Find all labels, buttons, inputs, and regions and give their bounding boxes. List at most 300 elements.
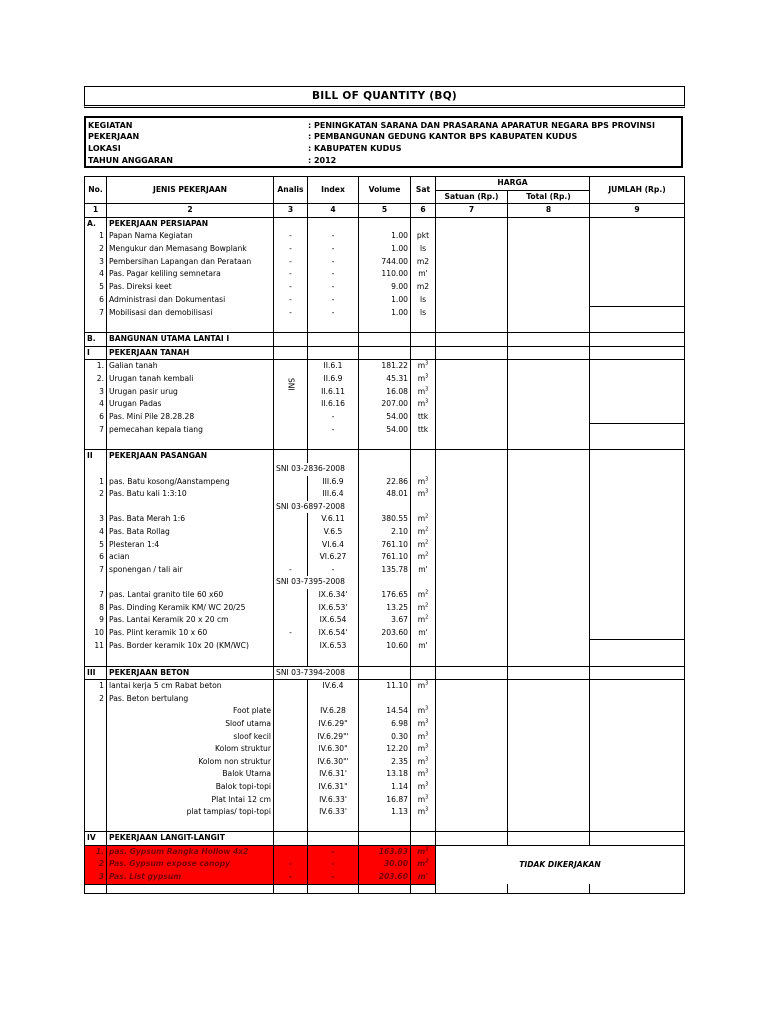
item-no: 7 (85, 589, 107, 602)
item-volume: 761.10 (359, 539, 411, 552)
unit-cell (411, 360, 436, 373)
section-title: BANGUNAN UTAMA LANTAI I (107, 333, 274, 347)
unit-exponent: 3 (425, 476, 429, 483)
item-name: Sloof utama (107, 718, 274, 731)
item-index: - (308, 871, 359, 884)
unit-exponent: 3 (425, 385, 429, 392)
info-value-tahun: : 2012 (308, 156, 337, 165)
item-volume: 14.54 (359, 705, 411, 718)
item-name: Balok Utama (107, 768, 274, 781)
info-label-pekerjaan: PEKERJAAN (88, 132, 140, 141)
unit-cell (411, 526, 436, 539)
unit-text: m (417, 527, 426, 537)
item-name: Pas. Plint keramik 10 x 60 (107, 627, 274, 640)
item-index: III.6.4 (308, 488, 359, 501)
unit-exponent: 3 (425, 781, 429, 788)
item-name: Balok topi-topi (107, 781, 274, 794)
unit-text: m (417, 514, 426, 524)
table-row (85, 794, 685, 807)
table-row (85, 756, 685, 769)
unit-exponent: 2 (425, 602, 429, 609)
unit-text: m' (417, 872, 429, 882)
table-row (85, 230, 685, 243)
colnum: 6 (411, 204, 436, 218)
unit-cell (411, 564, 436, 577)
unit-text: m (417, 602, 426, 612)
unit-text: m (417, 361, 426, 371)
item-index (308, 693, 359, 706)
unit-cell (411, 693, 436, 706)
unit-text: m (417, 731, 426, 741)
item-index: IX.6.54' (308, 627, 359, 640)
table-row (85, 693, 685, 706)
item-name: Pas. Batu kali 1:3:10 (107, 488, 274, 501)
item-volume: 2.10 (359, 526, 411, 539)
item-name: Pas. List gypsum (107, 871, 274, 884)
item-analis (274, 539, 308, 552)
unit-cell (411, 705, 436, 718)
unit-cell (411, 488, 436, 501)
unit-text: m (417, 756, 426, 766)
section-title: PEKERJAAN TANAH (107, 346, 274, 360)
header-volume: Volume (359, 177, 411, 204)
item-vol: 203.60 (359, 871, 411, 884)
unit-exponent: 3 (425, 360, 429, 367)
item-no: 6 (85, 293, 107, 306)
item-index: IX.6.53' (308, 602, 359, 615)
item-analis: - (274, 858, 308, 871)
unit-exponent: 2 (425, 846, 429, 853)
unit-cell (411, 398, 436, 411)
unit-cell: ls (411, 243, 436, 256)
unit-exponent: 2 (425, 513, 429, 520)
item-analis: - (274, 256, 308, 269)
item-volume: 13.18 (359, 768, 411, 781)
unit-exponent: 3 (425, 398, 429, 405)
item-name: sponengan / tali air (107, 564, 274, 577)
unit-exponent: 3 (425, 768, 429, 775)
header-satuan: Satuan (Rp.) (436, 190, 508, 204)
item-index: - (308, 411, 359, 424)
table-row (85, 806, 685, 819)
unit-text: m (417, 373, 426, 383)
unit-text: m (417, 769, 426, 779)
item-name: Administrasi dan Dokumentasi (107, 293, 274, 306)
unit-cell (411, 858, 436, 871)
table-row (85, 832, 685, 846)
item-volume: 16.87 (359, 794, 411, 807)
item-volume: 54.00 (359, 424, 411, 437)
unit-text: m (417, 706, 426, 716)
item-volume: 6.98 (359, 718, 411, 731)
item-index: IV.6.33' (308, 806, 359, 819)
header-total: Total (Rp.) (508, 190, 590, 204)
colnum: 5 (359, 204, 411, 218)
item-name: Urugan tanah kembali (107, 373, 274, 386)
item-volume: 1.00 (359, 306, 411, 319)
unit-exponent: 2 (425, 614, 429, 621)
unit-exponent: 3 (425, 793, 429, 800)
unit-exponent: 2 (425, 858, 429, 865)
unit-text: m (417, 718, 426, 728)
info-value-pekerjaan: : PEMBANGUNAN GEDUNG KANTOR BPS KABUPATEN KUDUS (308, 132, 578, 141)
item-volume: 16.08 (359, 386, 411, 399)
item-no: 10 (85, 627, 107, 640)
header-jumlah: JUMLAH (Rp.) (590, 177, 685, 204)
unit-cell (411, 627, 436, 640)
not-executed-note: TIDAK DIKERJAKAN (436, 845, 685, 884)
item-volume: 380.55 (359, 513, 411, 526)
unit-cell (411, 680, 436, 693)
section-no: A. (85, 217, 107, 230)
header-harga: HARGA (436, 177, 590, 191)
section-no: II (85, 450, 107, 463)
item-no: 1 (85, 680, 107, 693)
table-row (85, 653, 685, 666)
item-name: Urugan Padas (107, 398, 274, 411)
colnum: 3 (274, 204, 308, 218)
item-name: pemecahan kepala tiang (107, 424, 274, 437)
unit-cell (411, 602, 436, 615)
item-index: IV.6.29"' (308, 731, 359, 744)
section-no: B. (85, 333, 107, 347)
item-name: Pas. Bata Merah 1:6 (107, 513, 274, 526)
table-row (85, 386, 685, 399)
unit-text: m (417, 399, 426, 409)
unit-text: m (417, 489, 426, 499)
item-name: Kolom struktur (107, 743, 274, 756)
item-analis: - (274, 230, 308, 243)
item-volume: 13.25 (359, 602, 411, 615)
section-no: IV (85, 832, 107, 846)
unit-cell (411, 373, 436, 386)
item-volume: 1.00 (359, 230, 411, 243)
table-row (85, 217, 685, 230)
table-row (85, 243, 685, 256)
item-no: 7 (85, 306, 107, 319)
item-name: lantai kerja 5 cm Rabat beton (107, 680, 274, 693)
unit-cell: ls (411, 293, 436, 306)
item-index: II.6.1 (308, 360, 359, 373)
item-name: Pas. Lantai Keramik 20 x 20 cm (107, 614, 274, 627)
item-index: V.6.11 (308, 513, 359, 526)
item-index: - (308, 256, 359, 269)
unit-text: m' (418, 641, 428, 651)
unit-exponent: 3 (425, 743, 429, 750)
header-index: Index (308, 177, 359, 204)
unit-cell (411, 640, 436, 653)
item-vol: 163.83 (359, 845, 411, 858)
item-analis (274, 640, 308, 653)
item-index: VI.6.27 (308, 551, 359, 564)
unit-text: m (417, 846, 426, 856)
colnum: 9 (590, 204, 685, 218)
item-volume: 135.78 (359, 564, 411, 577)
item-index: IV.6.30"' (308, 756, 359, 769)
unit-cell (411, 386, 436, 399)
item-index: IV.6.31" (308, 781, 359, 794)
item-name: Plesteran 1:4 (107, 539, 274, 552)
colnum: 8 (508, 204, 590, 218)
item-no: 7 (85, 564, 107, 577)
table-row (85, 476, 685, 489)
unit-text: m (417, 590, 426, 599)
item-index: - (308, 424, 359, 437)
item-index: - (308, 306, 359, 319)
item-analis (274, 602, 308, 615)
table-row (85, 640, 685, 653)
item-index: VI.6.4 (308, 539, 359, 552)
unit-cell (411, 768, 436, 781)
item-name: Pas. Gypsum expose canopy (107, 858, 274, 871)
item-name: Pembersihan Lapangan dan Perataan (107, 256, 274, 269)
item-index: IV.6.29" (308, 718, 359, 731)
item-name: Mengukur dan Memasang Bowplank (107, 243, 274, 256)
item-no: 1. (85, 845, 107, 858)
sni-vertical-label (274, 360, 308, 437)
item-volume: 1.00 (359, 293, 411, 306)
item-no: 4 (85, 526, 107, 539)
unit-cell (411, 589, 436, 602)
item-name: Urugan pasir urug (107, 386, 274, 399)
table-row (85, 333, 685, 347)
item-no: 1 (85, 230, 107, 243)
unit-cell (411, 806, 436, 819)
table-row (85, 819, 685, 832)
table-row (85, 450, 685, 463)
table-row (85, 488, 685, 501)
item-no: 2 (85, 488, 107, 501)
item-no: 7 (85, 424, 107, 437)
item-volume: 11.10 (359, 680, 411, 693)
item-index: IX.6.34' (308, 589, 359, 602)
unit-exponent: 2 (425, 589, 429, 596)
item-volume (359, 693, 411, 706)
item-no: 1. (85, 360, 107, 373)
unit-exponent: 3 (425, 373, 429, 380)
item-no: 1 (85, 476, 107, 489)
item-volume: 207.00 (359, 398, 411, 411)
sni-label: SNI 03-7394-2008 (274, 666, 359, 680)
item-volume: 0.30 (359, 731, 411, 744)
colnum: 4 (308, 204, 359, 218)
item-analis (274, 526, 308, 539)
item-name: Mobilisasi dan demobilisasi (107, 306, 274, 319)
unit-cell (411, 756, 436, 769)
sni-vertical-text: SNI (286, 378, 296, 391)
colnum: 7 (436, 204, 508, 218)
table-row (85, 513, 685, 526)
table-row (85, 268, 685, 281)
unit-cell (411, 845, 436, 858)
table-row (85, 680, 685, 693)
table-row (85, 281, 685, 294)
table-row (85, 884, 685, 893)
item-name: Papan Nama Kegiatan (107, 230, 274, 243)
item-analis: - (274, 243, 308, 256)
table-row (85, 424, 685, 437)
item-no: 2 (85, 243, 107, 256)
table-row (85, 564, 685, 577)
header-sat: Sat (411, 177, 436, 204)
table-row (85, 360, 685, 373)
unit-cell (411, 743, 436, 756)
item-index: - (308, 293, 359, 306)
item-name: Pas. Border keramik 10x 20 (KM/WC) (107, 640, 274, 653)
item-analis (274, 845, 308, 858)
unit-cell: m2 (411, 256, 436, 269)
item-volume: 744.00 (359, 256, 411, 269)
item-volume: 176.65 (359, 589, 411, 602)
item-vol: 30.00 (359, 858, 411, 871)
table-row (85, 320, 685, 333)
item-analis (274, 513, 308, 526)
section-title: PEKERJAAN PERSIAPAN (107, 217, 274, 230)
unit-exponent: 3 (425, 731, 429, 737)
item-no: 6 (85, 411, 107, 424)
info-value-kegiatan: : PENINGKATAN SARANA DAN PRASARANA APARATUR NEGARA BPS PROVINSI (308, 121, 655, 130)
unit-cell (411, 539, 436, 552)
item-volume: 3.67 (359, 614, 411, 627)
project-info-box (84, 116, 683, 168)
item-analis: - (274, 871, 308, 884)
header-jenis: JENIS PEKERJAAN (107, 177, 274, 204)
item-analis: - (274, 564, 308, 577)
info-label-kegiatan: KEGIATAN (88, 121, 133, 130)
item-name: Pas. Pagar keliling semnetara (107, 268, 274, 281)
item-index: V.6.5 (308, 526, 359, 539)
item-name: plat tampias/ topi-topi (107, 806, 274, 819)
table-row (85, 346, 685, 360)
unit-exponent: 3 (425, 756, 429, 763)
item-analis (274, 589, 308, 602)
item-index: - (308, 230, 359, 243)
table-row (85, 526, 685, 539)
item-volume: 110.00 (359, 268, 411, 281)
item-index: - (308, 243, 359, 256)
table-row (85, 718, 685, 731)
bq-table (84, 176, 685, 894)
item-analis: - (274, 268, 308, 281)
unit-cell (411, 424, 436, 437)
unit-cell (411, 794, 436, 807)
header-analis: Analis (274, 177, 308, 204)
item-index: IV.6.31' (308, 768, 359, 781)
item-analis: - (274, 281, 308, 294)
unit-exponent: 3 (425, 680, 429, 687)
table-row (85, 501, 685, 514)
unit-text: m (417, 615, 426, 625)
item-name: Pas. Direksi keet (107, 281, 274, 294)
unit-cell: m' (411, 268, 436, 281)
item-index: IV.6.33' (308, 794, 359, 807)
section-title: PEKERJAAN BETON (107, 666, 274, 680)
item-volume: 181.22 (359, 360, 411, 373)
unit-text: m (417, 794, 426, 804)
section-no: III (85, 666, 107, 680)
unit-text: m (417, 476, 426, 486)
item-name: sloof kecil (107, 731, 274, 744)
table-row (85, 781, 685, 794)
section-no: I (85, 346, 107, 360)
unit-cell (411, 411, 436, 424)
item-volume: 203.60 (359, 627, 411, 640)
unit-cell (411, 551, 436, 564)
unit-exponent: 3 (425, 806, 429, 813)
item-index: IX.6.54 (308, 614, 359, 627)
section-title: PEKERJAAN LANGIT-LANGIT (107, 832, 274, 846)
unit-text: m (417, 744, 426, 754)
table-row (85, 463, 685, 476)
unit-cell: pkt (411, 230, 436, 243)
item-index: II.6.11 (308, 386, 359, 399)
item-analis (274, 614, 308, 627)
item-name: Pas. Bata Rollag (107, 526, 274, 539)
item-volume: 54.00 (359, 411, 411, 424)
item-volume: 48.01 (359, 488, 411, 501)
item-analis (274, 551, 308, 564)
table-row (85, 306, 685, 319)
item-volume: 2.35 (359, 756, 411, 769)
table-row (85, 551, 685, 564)
unit-text: m (417, 386, 426, 396)
item-volume: 1.13 (359, 806, 411, 819)
unit-text: ttk (417, 425, 429, 435)
item-no: 6 (85, 551, 107, 564)
table-row (85, 845, 685, 858)
item-name: Foot plate (107, 705, 274, 718)
unit-exponent: 2 (425, 551, 429, 558)
item-volume: 1.00 (359, 243, 411, 256)
item-volume: 12.20 (359, 743, 411, 756)
unit-text: m (417, 681, 426, 691)
item-name: Pas. Beton bertulang (107, 693, 274, 706)
item-name: pas. Batu kosong/Aanstampeng (107, 476, 274, 489)
unit-text: m (417, 807, 426, 817)
item-name: Galian tanah (107, 360, 274, 373)
table-row (85, 256, 685, 269)
item-volume: 9.00 (359, 281, 411, 294)
item-no: 5 (85, 281, 107, 294)
table-row (85, 293, 685, 306)
item-volume: 1.14 (359, 781, 411, 794)
unit-text: m (417, 859, 426, 869)
item-no: 4 (85, 268, 107, 281)
table-row (85, 705, 685, 718)
unit-text: m' (418, 628, 428, 638)
unit-cell (411, 871, 436, 884)
colnum: 2 (107, 204, 274, 218)
item-index: - (308, 564, 359, 577)
item-no: 4 (85, 398, 107, 411)
info-value-lokasi: : KABUPATEN KUDUS (308, 144, 402, 153)
item-no: 2 (85, 693, 107, 706)
unit-exponent: 2 (425, 539, 429, 546)
item-no: 5 (85, 539, 107, 552)
sni-label: SNI 03-2836-2008 (274, 463, 359, 476)
item-name: Kolom non struktur (107, 756, 274, 769)
unit-exponent: 3 (425, 488, 429, 495)
unit-text: m (417, 781, 426, 791)
header-no: No. (85, 177, 107, 204)
unit-text: ttk (417, 411, 429, 421)
info-label-lokasi: LOKASI (88, 144, 121, 153)
sni-label: SNI 03-7395-2008 (274, 576, 359, 589)
info-label-tahun: TAHUN ANGGARAN (88, 156, 173, 165)
item-index: IV.6.28 (308, 705, 359, 718)
table-row (85, 614, 685, 627)
item-volume: 10.60 (359, 640, 411, 653)
